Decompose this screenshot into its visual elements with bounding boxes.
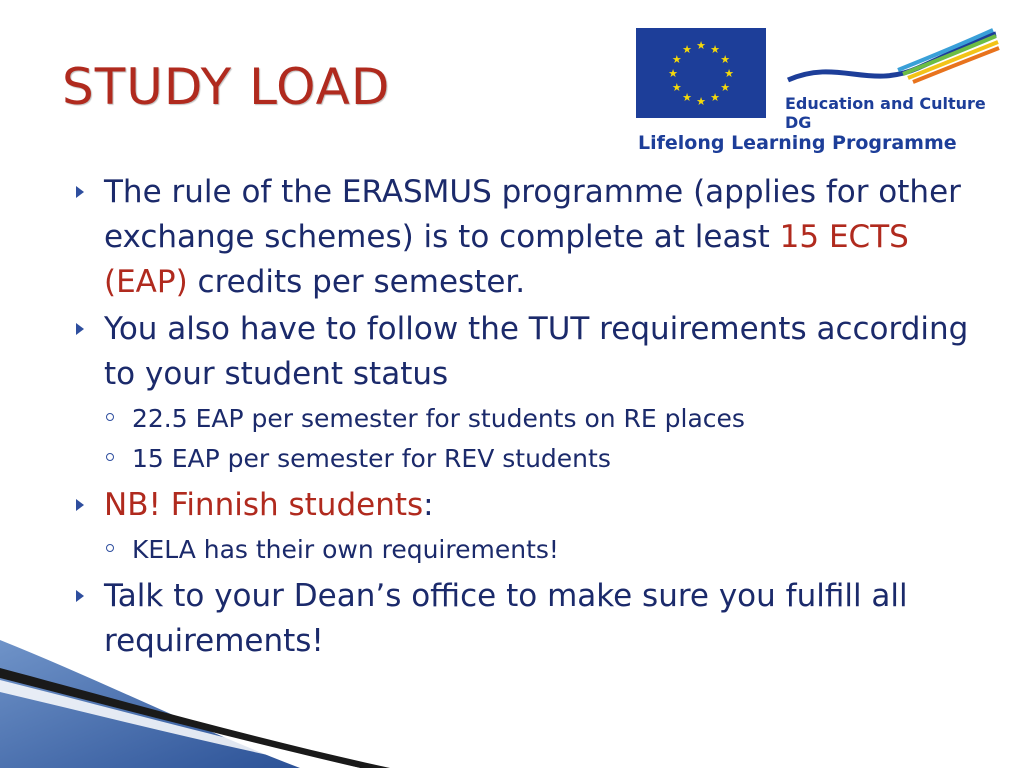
bullet-item [72, 307, 972, 479]
circle-bullet-icon [106, 453, 114, 461]
sub-list [104, 530, 972, 570]
circle-bullet-icon [106, 544, 114, 552]
eu-star-icon: ★ [710, 91, 720, 105]
eu-star-icon: ★ [668, 67, 678, 80]
eu-star-icon: ★ [696, 95, 706, 108]
sub-item [104, 399, 972, 439]
bullet-text-end: credits per semester. [187, 264, 526, 300]
arrow-bullet-icon [76, 499, 84, 511]
eu-star-icon: ★ [720, 53, 731, 66]
sub-item-text: 15 EAP per semester for REV students [132, 444, 611, 473]
eu-star-icon: ★ [682, 91, 692, 105]
sub-item-text: 22.5 EAP per semester for students on RE places [132, 404, 745, 433]
eu-programme-logo [628, 22, 1000, 168]
eu-star-icon: ★ [682, 42, 692, 56]
arrow-bullet-icon [76, 590, 84, 602]
dg-label: Education and Culture DG [785, 94, 986, 132]
bullet-item [72, 483, 972, 570]
decorative-corner-swoosh [0, 640, 420, 768]
eu-star-icon: ★ [671, 53, 682, 66]
eu-star-icon: ★ [720, 81, 731, 94]
programme-label: Lifelong Learning Programme [638, 132, 957, 154]
arrow-bullet-icon [76, 186, 84, 198]
slide-title: STUDY LOAD [62, 58, 391, 116]
finnish-highlight: NB! Finnish students [104, 487, 424, 523]
eu-star-icon: ★ [671, 81, 682, 94]
eu-flag-icon [636, 28, 766, 118]
bullet-text: The rule of the ERASMUS programme (applies for other exchange schemes) is to complete at least [104, 174, 961, 255]
eu-star-icon: ★ [710, 42, 720, 56]
sub-item [104, 439, 972, 479]
sub-list [104, 399, 972, 479]
bullet-text: Talk to your Dean’s office to make sure you fulfill all requirements! [104, 578, 908, 659]
education-culture-swoosh-icon [778, 28, 1000, 98]
arrow-bullet-icon [76, 323, 84, 335]
credit-highlight: 15 ECTS (EAP) [104, 219, 909, 300]
circle-bullet-icon [106, 413, 114, 421]
bullet-text-end: : [423, 487, 434, 523]
bullet-list [72, 170, 972, 666]
sub-item-text: KELA has their own requirements! [132, 535, 559, 564]
bullet-item [72, 170, 972, 305]
eu-star-icon: ★ [696, 39, 706, 52]
eu-star-icon: ★ [724, 67, 734, 80]
sub-item [104, 530, 972, 570]
bullet-text: You also have to follow the TUT requirements according to your student status [104, 311, 969, 392]
